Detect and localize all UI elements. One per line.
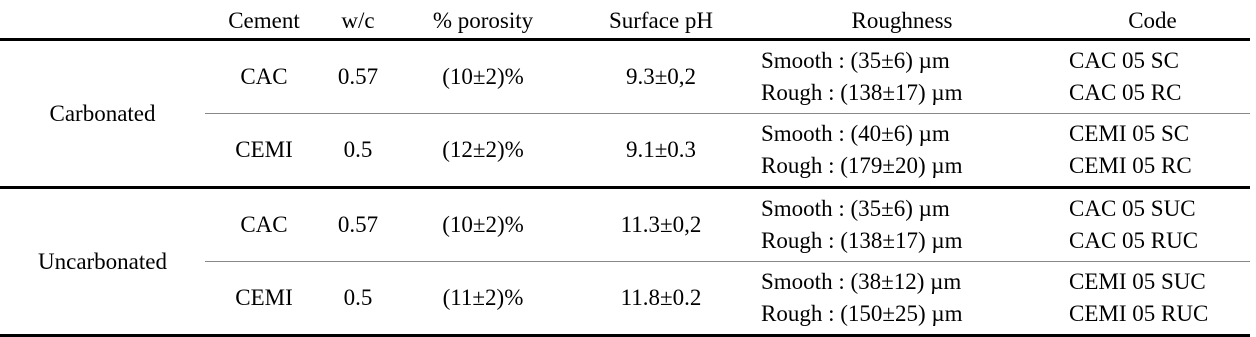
porosity-cell: (10±2)% xyxy=(393,188,573,262)
code-cell xyxy=(1055,40,1250,114)
roughness-cell xyxy=(749,262,1055,336)
header-row xyxy=(0,4,1250,40)
roughness-cell xyxy=(749,114,1055,188)
header-surface-ph: Surface pH xyxy=(573,4,749,40)
roughness-rough: Rough : (138±17) µm xyxy=(761,80,963,105)
wc-cell: 0.57 xyxy=(323,188,393,262)
roughness-cell xyxy=(749,40,1055,114)
code-rough: CEMI 05 RUC xyxy=(1069,301,1209,326)
code-rough: CAC 05 RUC xyxy=(1069,228,1199,253)
code-cell xyxy=(1055,114,1250,188)
porosity-cell: (11±2)% xyxy=(393,262,573,336)
header-roughness: Roughness xyxy=(749,4,1055,40)
cement-cell: CEMI xyxy=(205,114,323,188)
roughness-smooth: Smooth : (35±6) µm xyxy=(761,196,950,221)
code-cell xyxy=(1055,262,1250,336)
porosity-cell: (10±2)% xyxy=(393,40,573,114)
code-cell xyxy=(1055,188,1250,262)
table-row xyxy=(0,40,1250,114)
wc-cell: 0.57 xyxy=(323,40,393,114)
properties-table xyxy=(0,4,1250,337)
header-cement: Cement xyxy=(205,4,323,40)
wc-cell: 0.5 xyxy=(323,262,393,336)
cement-cell: CEMI xyxy=(205,262,323,336)
code-smooth: CEMI 05 SC xyxy=(1069,121,1190,146)
header-blank xyxy=(0,4,205,40)
surface-ph-cell: 9.3±0,2 xyxy=(573,40,749,114)
group-label-uncarbonated: Uncarbonated xyxy=(0,188,205,336)
porosity-cell: (12±2)% xyxy=(393,114,573,188)
cement-cell: CAC xyxy=(205,188,323,262)
roughness-rough: Rough : (150±25) µm xyxy=(761,301,963,326)
roughness-rough: Rough : (138±17) µm xyxy=(761,228,963,253)
header-porosity: % porosity xyxy=(393,4,573,40)
surface-ph-cell: 11.8±0.2 xyxy=(573,262,749,336)
code-smooth: CAC 05 SUC xyxy=(1069,196,1196,221)
code-smooth: CEMI 05 SUC xyxy=(1069,269,1206,294)
cement-cell: CAC xyxy=(205,40,323,114)
code-smooth: CAC 05 SC xyxy=(1069,48,1179,73)
roughness-smooth: Smooth : (38±12) µm xyxy=(761,269,962,294)
surface-ph-cell: 9.1±0.3 xyxy=(573,114,749,188)
wc-cell: 0.5 xyxy=(323,114,393,188)
roughness-rough: Rough : (179±20) µm xyxy=(761,153,963,178)
surface-ph-cell: 11.3±0,2 xyxy=(573,188,749,262)
header-wc: w/c xyxy=(323,4,393,40)
code-rough: CEMI 05 RC xyxy=(1069,153,1192,178)
group-label-carbonated: Carbonated xyxy=(0,40,205,188)
header-code: Code xyxy=(1055,4,1250,40)
roughness-cell xyxy=(749,188,1055,262)
table-row xyxy=(0,188,1250,262)
roughness-smooth: Smooth : (40±6) µm xyxy=(761,121,950,146)
code-rough: CAC 05 RC xyxy=(1069,80,1182,105)
roughness-smooth: Smooth : (35±6) µm xyxy=(761,48,950,73)
